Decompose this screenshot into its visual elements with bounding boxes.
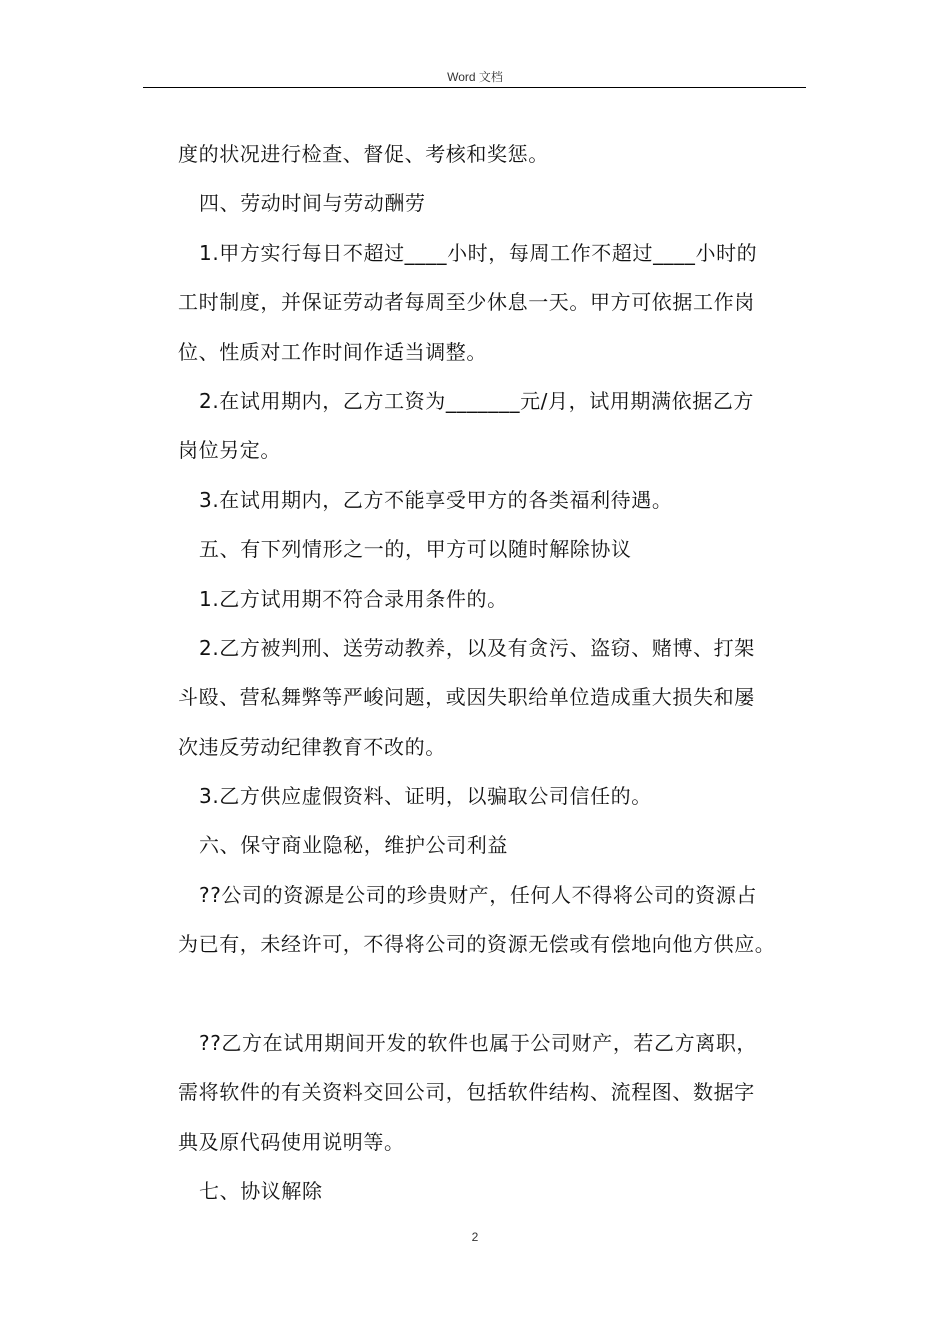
body-line: 3.在试用期内，乙方不能享受甲方的各类福利待遇。 (199, 487, 673, 512)
body-line: 3.乙方供应虚假资料、证明，以骗取公司信任的。 (199, 784, 652, 809)
body-line: 1.甲方实行每日不超过____小时，每周工作不超过____小时的 (199, 240, 758, 265)
body-line: 位、性质对工作时间作适当调整。 (178, 339, 487, 364)
body-line: 2.乙方被判刑、送劳动教养，以及有贪污、盗窃、赌博、打架 (199, 635, 755, 660)
section-heading: 五、有下列情形之一的，甲方可以随时解除协议 (199, 537, 632, 562)
section-heading: 七、协议解除 (199, 1179, 323, 1204)
body-line: 次违反劳动纪律教育不改的。 (178, 734, 446, 759)
section-heading: 六、保守商业隐秘，维护公司利益 (199, 833, 508, 858)
body-line: 岗位另定。 (178, 438, 281, 463)
page-header-title: Word 文档 (447, 70, 503, 84)
body-line: 工时制度，并保证劳动者每周至少休息一天。甲方可依据工作岗 (178, 290, 755, 315)
section-heading: 四、劳动时间与劳动酬劳 (199, 191, 426, 216)
body-line: 为已有，未经许可，不得将公司的资源无偿或有偿地向他方供应。 (178, 932, 776, 957)
page-number: 2 (471, 1230, 479, 1244)
body-line: 2.在试用期内，乙方工资为_______元/月，试用期满依据乙方 (199, 388, 755, 413)
body-line: 需将软件的有关资料交回公司，包括软件结构、流程图、数据字 (178, 1080, 755, 1105)
body-line: 斗殴、营私舞弊等严峻问题，或因失职给单位造成重大损失和屡 (178, 685, 755, 710)
document-body (178, 130, 818, 1217)
header-divider (143, 87, 806, 88)
body-line: ??乙方在试用期间开发的软件也属于公司财产，若乙方离职， (199, 1031, 758, 1056)
body-line: 1.乙方试用期不符合录用条件的。 (199, 586, 508, 611)
body-line: 度的状况进行检查、督促、考核和奖惩。 (178, 142, 549, 166)
body-line: 典及原代码使用说明等。 (178, 1129, 405, 1154)
blank-line (178, 970, 818, 1019)
body-line: ??公司的资源是公司的珍贵财产，任何人不得将公司的资源占 (199, 882, 758, 907)
